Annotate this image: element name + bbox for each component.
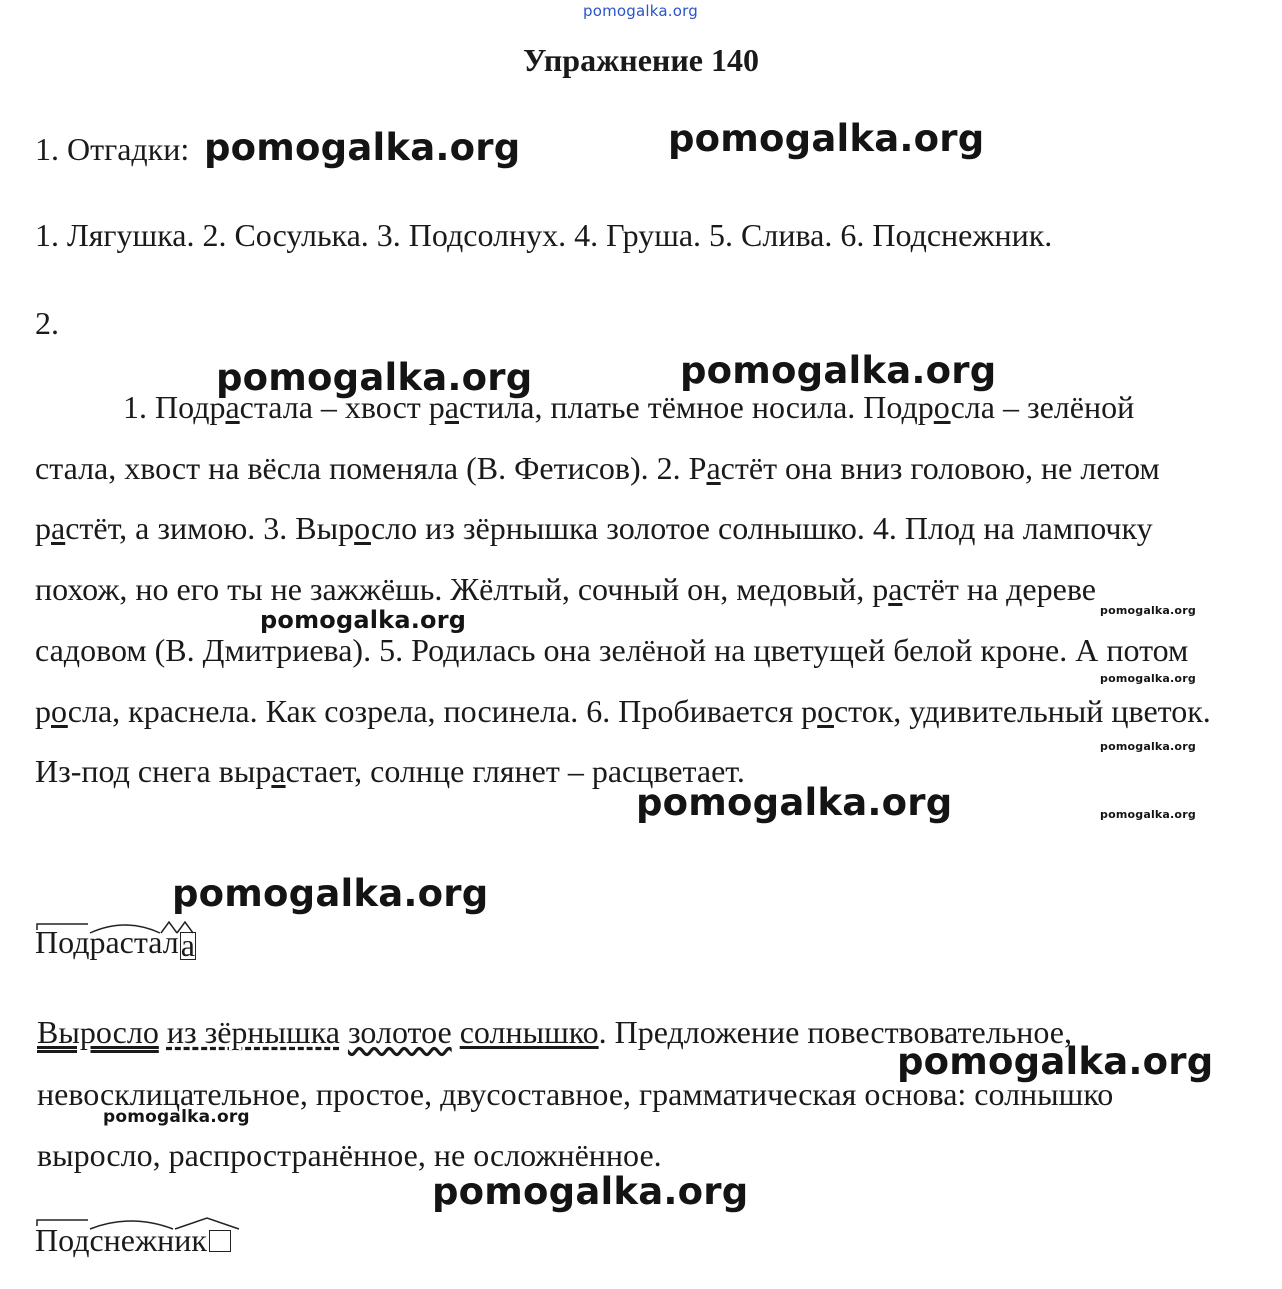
watermark-10: pomogalka.org [432,1170,749,1213]
watermark-small-3: pomogalka.org [1100,740,1196,753]
watermark-7: pomogalka.org [172,872,489,915]
riddle-text: сла – зелёной стала, хвост на вёсла поменяла (В. Фетисов). 2. Р [35,389,1135,486]
adverbial: из зёрнышка [166,1014,340,1050]
watermark-small-4: pomogalka.org [1100,808,1196,821]
prefix-1: Под [35,924,90,960]
riddle-text: сло из зёрнышка золотое солнышко. 4. Плод на лампочку похож, но его ты не зажжёшь. Жёлтый, сочный он, медовый, р [35,510,1153,608]
watermark-top: pomogalka.org [583,2,698,20]
watermark-4: pomogalka.org [680,349,997,392]
watermark-9: pomogalka.org [103,1107,250,1127]
watermark-2: pomogalka.org [668,117,985,160]
section2-label: 2. [35,305,59,341]
watermark-8: pomogalka.org [897,1040,1214,1083]
analysis-paragraph [37,1002,1217,1187]
riddle-answers: 1. Лягушка. 2. Сосулька. 3. Подсолнух. 4. Груша. 5. Слива. 6. Подснежник. [35,217,1053,253]
watermark-1: pomogalka.org [204,126,521,169]
ending-1: а [180,927,195,963]
checked-vowel: а [706,449,721,486]
page-title: Упражнение 140 [522,42,759,78]
riddle-text: стёт, а зимою. 3. Выр [65,510,355,547]
riddle-text: стёт она вниз головою, не летом р [35,449,1160,547]
suffix-1b: л [162,924,179,960]
checked-vowel: о [933,389,951,425]
suffix-2: ник [157,1222,207,1258]
section1-label: 1. Отгадки: [35,131,190,167]
zero-ending-box-2 [209,1230,231,1252]
root-1: раст [89,924,149,960]
riddle-text: 1. Подр [123,389,226,425]
checked-vowel: о [817,692,834,729]
root-2: снеж [89,1222,158,1258]
watermark-small-2: pomogalka.org [1100,672,1196,685]
checked-vowel: о [51,692,68,729]
riddle-text: стала – хвост р [239,389,445,425]
checked-vowel: а [271,753,286,790]
riddles-paragraph [35,377,1215,802]
attribute: золотое [347,1014,452,1050]
watermark-small-1: pomogalka.org [1100,604,1196,617]
riddle-text: сла, краснела. Как созрела, посинела. 6. Пробивается р [67,692,818,729]
checked-vowel: о [354,510,371,547]
checked-vowel: а [51,510,66,547]
riddle-text: стила, платье тёмное носила. Подр [458,389,934,425]
subject: солнышко [459,1014,599,1050]
riddle-text: стает, солнце глянет – расцветает. [285,753,745,790]
riddle-text: сток, удивительный цветок. Из-под снега выр [35,692,1211,790]
analysis-text: . Предложение повествовательное, невосклицательное, простое, двусоставное, грамматическая основа: солнышко выросло, распространённое, не осложнённое. [37,1014,1114,1173]
checked-vowel: а [444,389,459,425]
riddle-text: стёт на дереве садовом (В. Дмитриева). 5. Родилась она зелёной на цветущей белой кроне. А потом р [35,571,1189,729]
checked-vowel: а [888,571,903,608]
watermark-6: pomogalka.org [636,781,953,824]
checked-vowel: а [225,389,240,425]
predicate: Выросло [37,1014,159,1050]
suffix-1: а [148,924,163,960]
watermark-5: pomogalka.org [260,606,467,634]
prefix-2: Под [35,1222,90,1258]
watermark-3: pomogalka.org [216,356,533,399]
ending-box-1 [180,927,196,963]
